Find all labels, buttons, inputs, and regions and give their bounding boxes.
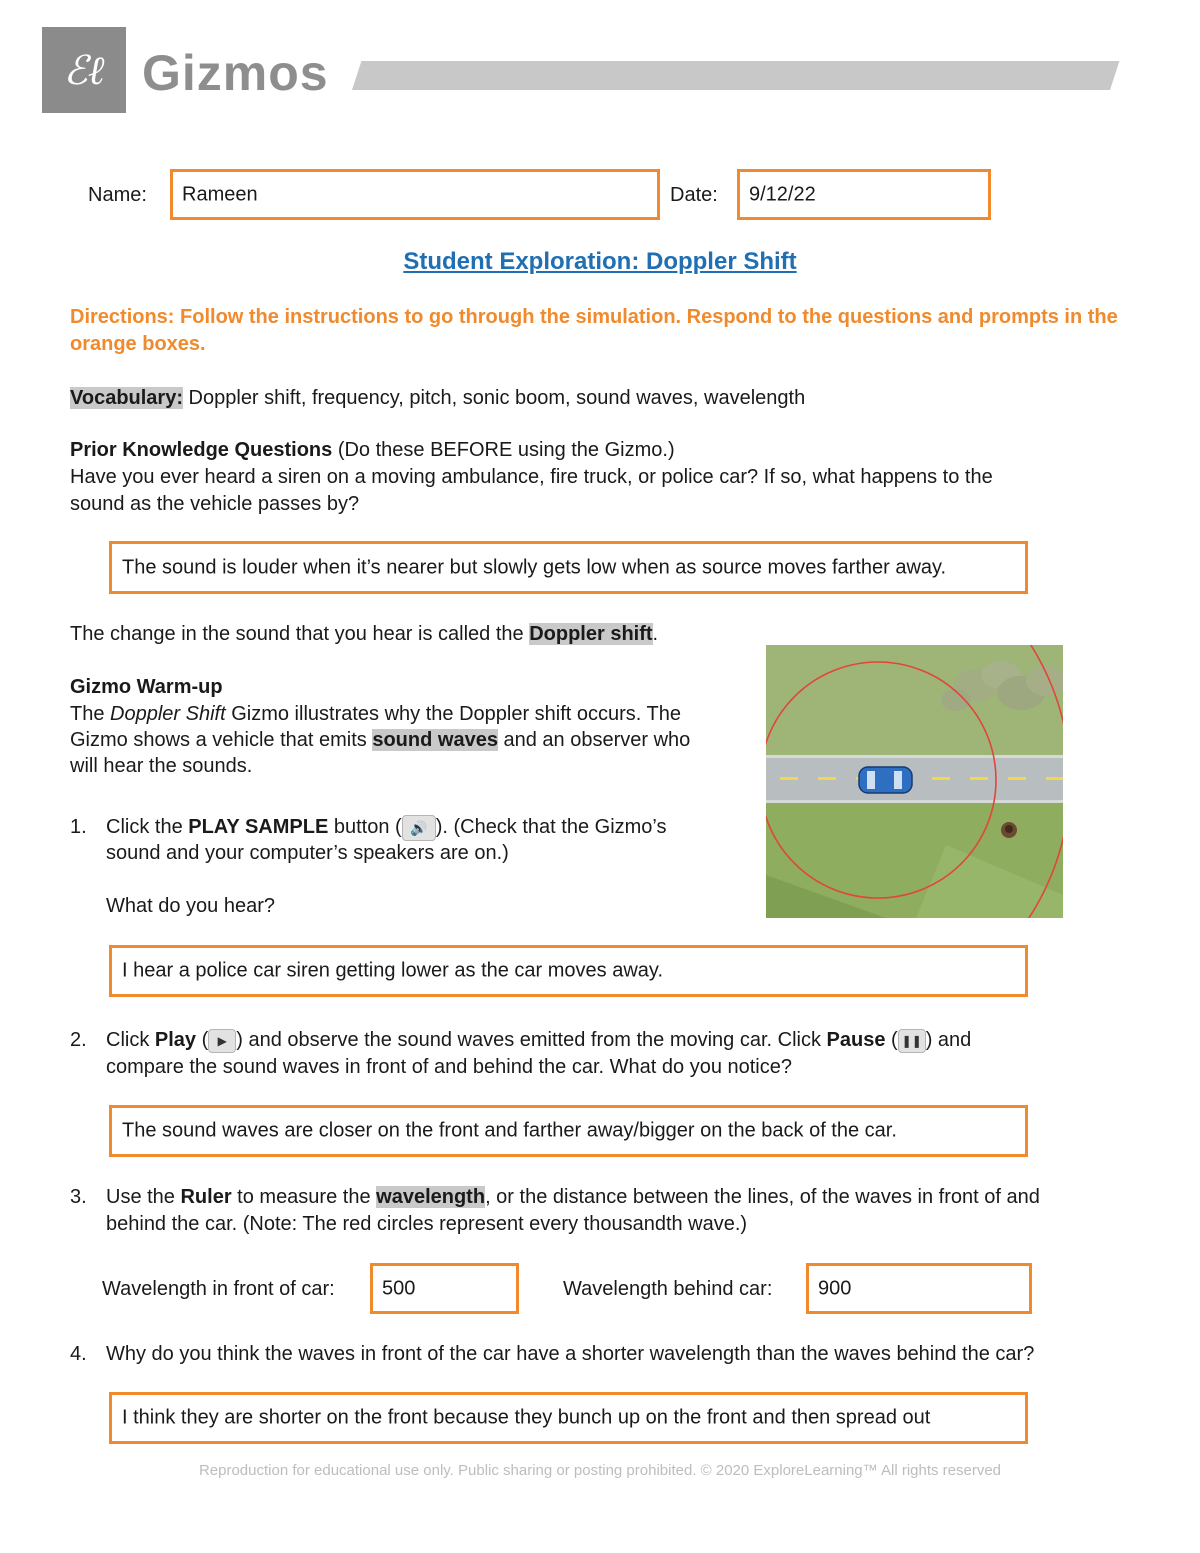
name-value: Rameen [182,183,258,205]
prior-question-line2: sound as the vehicle passes by? [70,493,360,515]
q1-answer: I hear a police car siren getting lower as the car moves away. [122,959,663,982]
q4-number: 4. [70,1343,87,1365]
wavelength-behind-value: 900 [818,1277,852,1299]
observer-icon [1001,822,1017,838]
wavelength-term: wavelength [376,1186,486,1208]
q3-line2: behind the car. (Note: The red circles represent every thousandth wave.) [106,1213,748,1235]
q1-line2: sound and your computer’s speakers are on.) [106,842,509,864]
q4-answer-box[interactable] [109,1392,1028,1444]
q1-answer-box[interactable] [109,945,1028,997]
explorelearning-logo: ℰℓ [42,27,126,113]
q2-answer: The sound waves are closer on the front and farther away/bigger on the back of the car. [122,1119,897,1142]
date-label: Date: [670,184,718,206]
prior-answer: The sound is louder when it’s nearer but slowly gets low when as source moves farther away. [122,556,947,578]
pause-icon: ❚❚ [898,1029,926,1053]
q2-line2: compare the sound waves in front of and behind the car. What do you notice? [106,1056,792,1078]
sound-waves-term: sound waves [372,729,498,751]
copyright-footer: Reproduction for educational use only. Public sharing or posting prohibited. © 2020 ExploreLearning™ All rights reserved [198,1462,1002,1479]
q1-number: 1. [70,816,87,838]
warmup-line3: will hear the sounds. [70,755,253,777]
doppler-definition: The change in the sound that you hear is called the Doppler shift. [70,623,659,645]
vocabulary-label: Vocabulary: [70,387,183,409]
vocabulary-line [70,385,805,412]
q4-answer: I think they are shorter on the front because they bunch up on the front and then spread out [122,1406,931,1429]
prior-heading: Prior Knowledge Questions [70,439,333,461]
q1-line1: Click the PLAY SAMPLE button ( 🔊 ). (Check that the Gizmo’s [106,814,667,841]
date-value: 9/12/22 [749,183,816,205]
pause-term: Pause [826,1029,886,1051]
vocabulary-terms: Doppler shift, frequency, pitch, sonic boom, sound waves, wavelength [183,387,806,409]
play-icon: ▶ [208,1029,236,1053]
prior-question-line1: Have you ever heard a siren on a moving ambulance, fire truck, or police car? If so, what happens to the [70,466,993,488]
prior-note: (Do these BEFORE using the Gizmo.) [332,439,675,461]
warmup-heading: Gizmo Warm-up [70,676,223,698]
q2-line1: Click Play ( ▶ ) and observe the sound waves emitted from the moving car. Click Pause ( ❚❚ ) and [106,1029,972,1051]
gizmos-brand: Gizmos [142,45,329,101]
ruler-term: Ruler [180,1186,232,1208]
q2-number: 2. [70,1029,87,1051]
simulation-scene [766,645,1063,918]
doppler-shift-term: Doppler shift [529,623,653,645]
q3-number: 3. [70,1186,87,1208]
wavelength-front-field[interactable] [370,1263,519,1314]
q3-line1: Use the Ruler to measure the wavelength, or the distance between the lines, of the waves in front of and [106,1186,1040,1208]
speaker-icon: 🔊 [402,815,436,841]
warmup-line2: Gizmo shows a vehicle that emits sound waves and an observer who [70,729,691,751]
q4-question: Why do you think the waves in front of the car have a shorter wavelength than the waves behind the car? [106,1343,1035,1365]
q2-answer-box[interactable] [109,1105,1028,1157]
name-label: Name: [88,184,147,206]
prior-heading-line [70,437,675,464]
header-bar [352,61,1119,90]
wavelength-front-label: Wavelength in front of car: [102,1278,335,1300]
play-sample-term: PLAY SAMPLE [188,816,329,838]
q1-prompt: What do you hear? [106,895,275,917]
wavelength-front-value: 500 [382,1277,416,1299]
wavelength-behind-label: Wavelength behind car: [563,1278,773,1300]
page-title: Student Exploration: Doppler Shift [403,248,797,275]
date-field[interactable] [737,169,991,220]
wavelength-behind-field[interactable] [806,1263,1032,1314]
warmup-line1: The Doppler Shift Gizmo illustrates why the Doppler shift occurs. The [70,703,682,725]
car-icon [859,767,912,793]
name-field[interactable] [170,169,660,220]
gizmo-simulation-image [766,645,1063,918]
play-term: Play [154,1029,197,1051]
prior-answer-box[interactable] [109,541,1028,594]
directions: Directions: Follow the instructions to go through the simulation. Respond to the questions and prompts in the orange boxes. [70,306,1118,355]
